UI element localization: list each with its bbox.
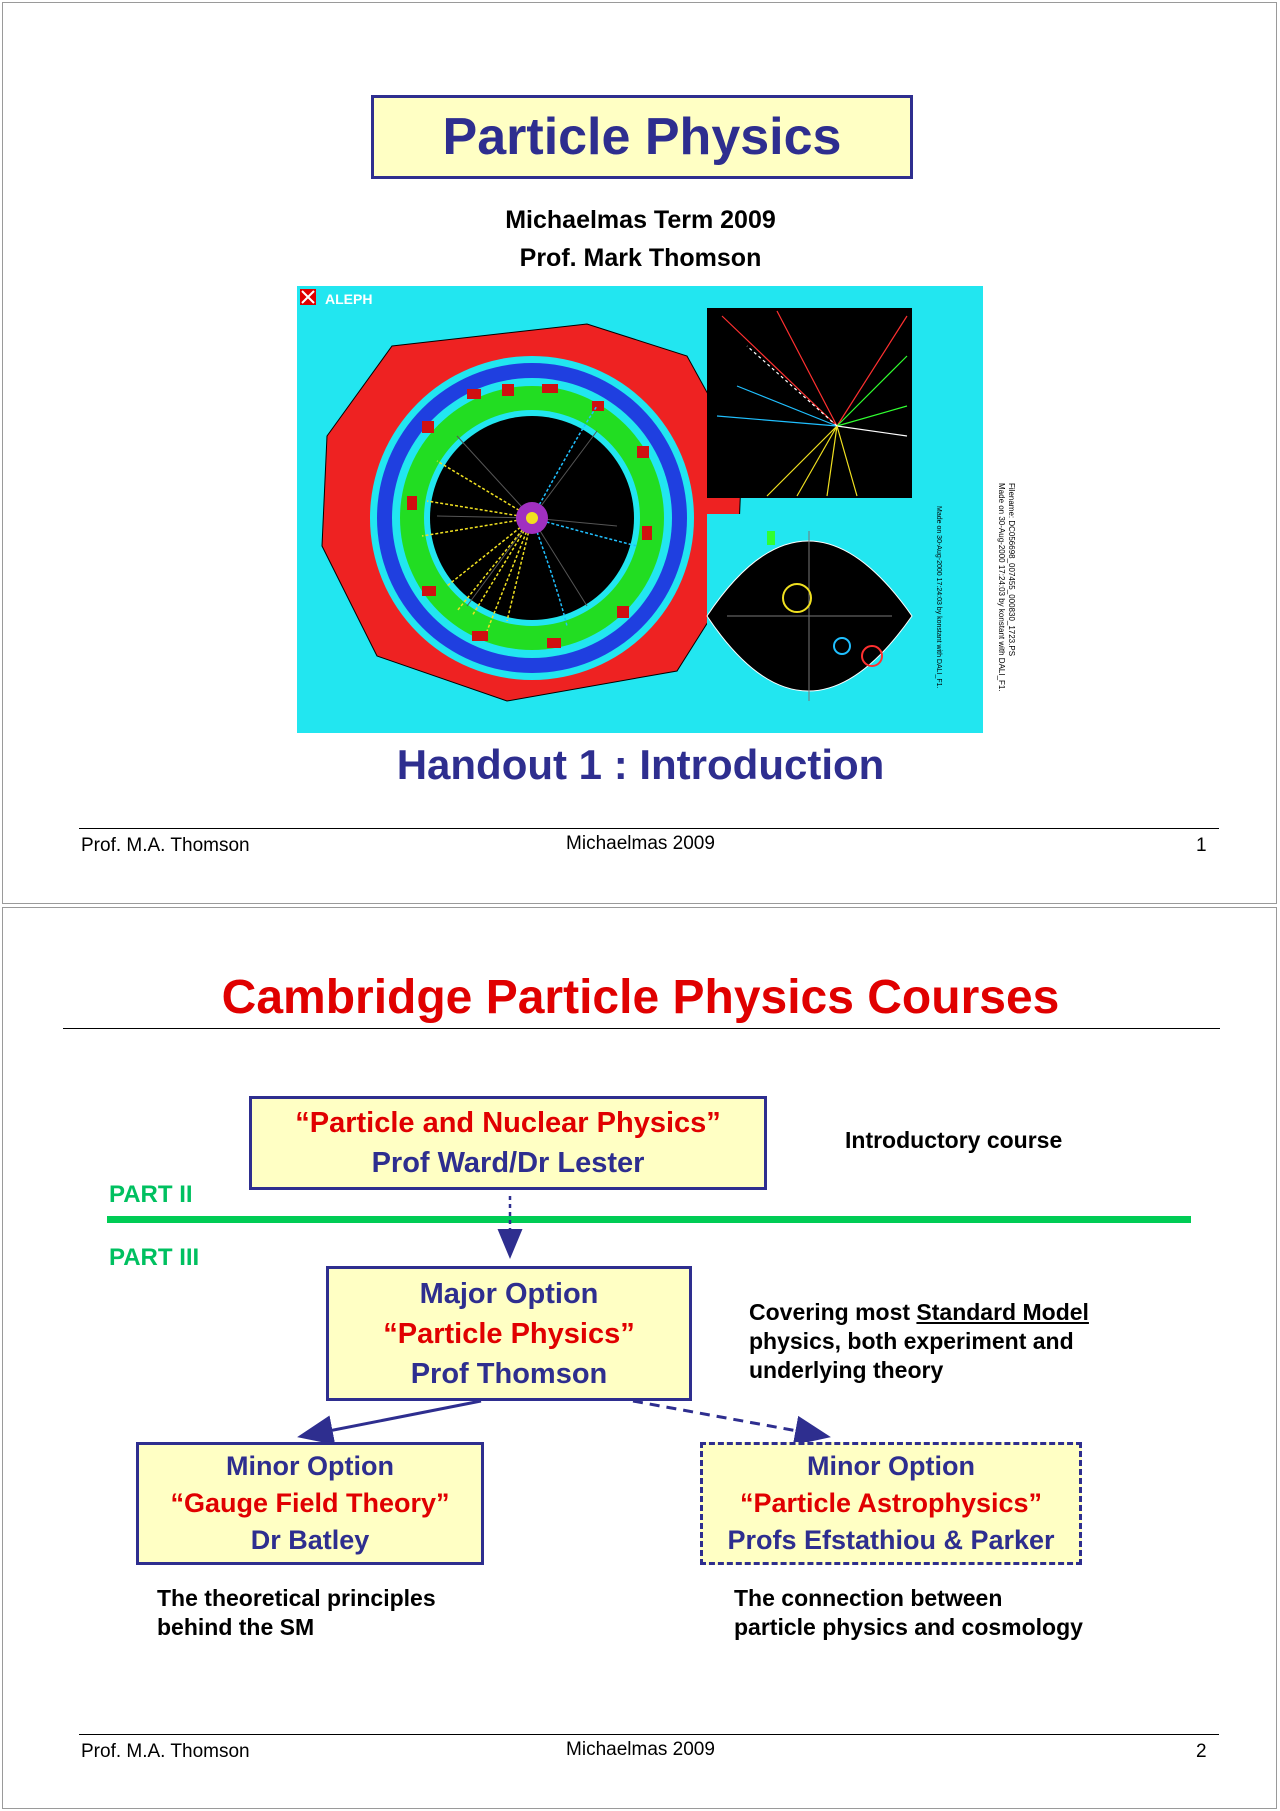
- slide-title: Particle Physics: [442, 108, 842, 166]
- footer-divider: [79, 828, 1219, 829]
- side-caption: [993, 483, 1023, 723]
- note-gauge: [157, 1584, 436, 1642]
- image-caption-vertical-2: Filename: DC056698_007455_000830_1723.PS: [1007, 483, 1016, 657]
- aleph-logo-icon: [300, 289, 316, 305]
- course-lecturers: Prof Thomson: [410, 1357, 608, 1390]
- course-type: Major Option: [419, 1277, 599, 1310]
- part-iii-label: PART III: [109, 1244, 200, 1271]
- footer-divider: [79, 1734, 1219, 1735]
- course-lecturers: Prof Ward/Dr Lester: [371, 1147, 645, 1179]
- image-caption-vertical-1: Made on 30-Aug-2000 17:24:03 by konstant with DALI_F1.: [997, 483, 1006, 692]
- note-astro: [734, 1584, 1083, 1642]
- aleph-event-display: [297, 286, 983, 733]
- title-box: [371, 95, 913, 179]
- footer-author: Prof. M.A. Thomson: [81, 835, 250, 856]
- course-name: “Gauge Field Theory”: [170, 1488, 450, 1518]
- aleph-logo-text: ALEPH: [325, 291, 373, 307]
- slide-2: [2, 907, 1277, 1809]
- course-box-major-option: [326, 1266, 692, 1401]
- course-name: “Particle and Nuclear Physics”: [295, 1107, 721, 1139]
- course-name: “Particle Physics”: [383, 1317, 635, 1350]
- course-box-particle-astrophysics: [700, 1442, 1082, 1565]
- course-type: Minor Option: [807, 1451, 975, 1481]
- arrow-major-to-gauge: [303, 1401, 481, 1436]
- note-gauge-line2: behind the SM: [157, 1614, 315, 1640]
- term-text: Michaelmas Term 2009: [505, 206, 776, 234]
- slide-1: [2, 2, 1277, 904]
- note-major-underlined: Standard Model: [916, 1299, 1089, 1325]
- arrow-major-to-astro: [633, 1401, 825, 1436]
- footer-term: Michaelmas 2009: [566, 1739, 715, 1760]
- footer-author: Prof. M.A. Thomson: [81, 1741, 250, 1762]
- note-gauge-line1: The theoretical principles: [157, 1585, 436, 1611]
- part-ii-label: PART II: [109, 1181, 193, 1208]
- note-major-prefix: Covering most: [749, 1299, 917, 1325]
- course-lecturers: Profs Efstathiou & Parker: [727, 1525, 1055, 1555]
- handout-title: Handout 1 : Introduction: [396, 741, 885, 788]
- note-major-line3: underlying theory: [749, 1357, 944, 1383]
- course-box-gauge-field: [136, 1442, 484, 1565]
- author-text: Prof. Mark Thomson: [519, 244, 762, 272]
- slide-title: Cambridge Particle Physics Courses: [221, 971, 1060, 1024]
- note-introductory: Introductory course: [845, 1127, 1063, 1153]
- note-astro-line1: The connection between: [734, 1585, 1003, 1611]
- footer-page-number: 1: [1196, 835, 1207, 856]
- course-lecturers: Dr Batley: [250, 1525, 370, 1555]
- footer-page-number: 2: [1196, 1741, 1207, 1762]
- course-name: “Particle Astrophysics”: [739, 1488, 1043, 1518]
- image-caption-1: Made on 30-Aug-2000 17:24:03 by konstant with DALI_F1.: [935, 506, 942, 689]
- note-astro-line2: particle physics and cosmology: [734, 1614, 1083, 1640]
- note-major: [749, 1298, 1089, 1385]
- footer-term: Michaelmas 2009: [566, 833, 715, 854]
- course-type: Minor Option: [226, 1451, 394, 1481]
- note-major-line2: physics, both experiment and: [749, 1328, 1074, 1354]
